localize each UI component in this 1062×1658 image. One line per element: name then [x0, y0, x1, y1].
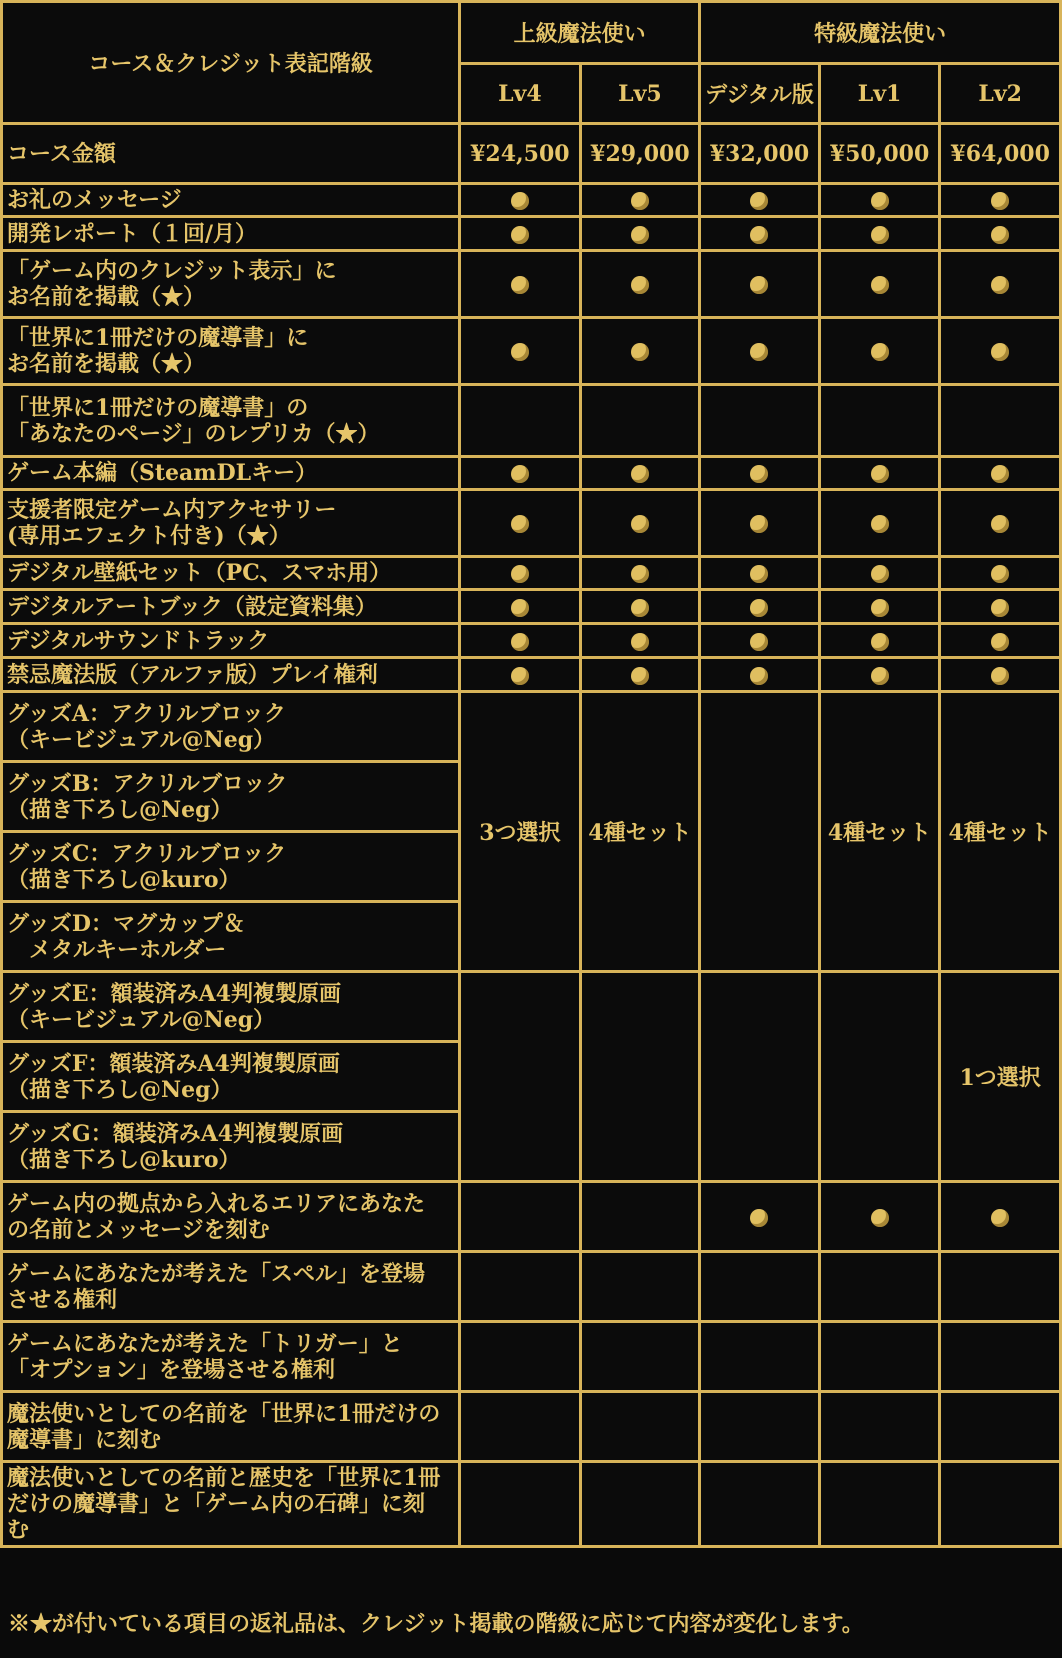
row-label: 「世界に1冊だけの魔導書」の 「あなたのページ」のレプリカ（★）: [2, 385, 460, 457]
included-mark-icon: [511, 276, 529, 294]
level-digital-header: デジタル版: [700, 64, 820, 124]
table-row: [2, 658, 1061, 692]
table-row: [2, 972, 1061, 1042]
price-row: [2, 124, 1061, 184]
table-row: [2, 1182, 1061, 1252]
row-label: 開発レポート（１回/月）: [2, 217, 460, 251]
goods-ad-digital: [700, 692, 820, 972]
included-mark-icon: [511, 343, 529, 361]
goods-eg-lv4: [460, 972, 581, 1182]
included-mark-icon: [511, 633, 529, 651]
price-lv4: ¥24,500: [460, 124, 581, 184]
goods-eg-lv1: [819, 972, 940, 1182]
included-mark-icon: [511, 515, 529, 533]
table-row: [2, 385, 1061, 457]
included-mark-icon: [991, 343, 1009, 361]
row-label: グッズA：アクリルブロック （キービジュアル@Neg）: [2, 692, 460, 762]
included-mark-icon: [750, 667, 768, 685]
table-row: [2, 1392, 1061, 1462]
included-mark-icon: [991, 1209, 1009, 1227]
included-mark-icon: [631, 343, 649, 361]
included-mark-icon: [750, 465, 768, 483]
row-label: お礼のメッセージ: [2, 184, 460, 217]
table-row: [2, 217, 1061, 251]
table-row: [2, 251, 1061, 318]
included-mark-icon: [871, 226, 889, 244]
goods-eg-digital: [700, 972, 820, 1182]
included-mark-icon: [991, 667, 1009, 685]
table-row: [2, 624, 1061, 658]
row-label: ゲームにあなたが考えた「スペル」を登場 させる権利: [2, 1252, 460, 1322]
included-mark-icon: [991, 633, 1009, 651]
included-mark-icon: [991, 465, 1009, 483]
included-mark-icon: [871, 667, 889, 685]
included-mark-icon: [750, 515, 768, 533]
row-label: 禁忌魔法版（アルファ版）プレイ権利: [2, 658, 460, 692]
row-label: グッズF：額装済みA4判複製原画 （描き下ろし@Neg）: [2, 1042, 460, 1112]
row-label: グッズG：額装済みA4判複製原画 （描き下ろし@kuro）: [2, 1112, 460, 1182]
included-mark-icon: [631, 599, 649, 617]
included-mark-icon: [871, 599, 889, 617]
row-label: 支援者限定ゲーム内アクセサリー (専用エフェクト付き)（★）: [2, 490, 460, 557]
included-mark-icon: [631, 515, 649, 533]
included-mark-icon: [871, 343, 889, 361]
included-mark-icon: [750, 226, 768, 244]
price-lv2: ¥64,000: [940, 124, 1061, 184]
advanced-wizard-header: 上級魔法使い: [460, 2, 700, 64]
price-row-label: コース金額: [2, 124, 460, 184]
included-mark-icon: [871, 565, 889, 583]
included-mark-icon: [871, 1209, 889, 1227]
included-mark-icon: [631, 276, 649, 294]
course-credit-tier-header: コース＆クレジット表記階級: [2, 2, 460, 124]
included-mark-icon: [511, 599, 529, 617]
level-lv4-header: Lv4: [460, 64, 581, 124]
row-label: 「ゲーム内のクレジット表示」に お名前を掲載（★）: [2, 251, 460, 318]
row-label: 魔法使いとしての名前を「世界に1冊だけの 魔導書」に刻む: [2, 1392, 460, 1462]
included-mark-icon: [991, 565, 1009, 583]
included-mark-icon: [511, 226, 529, 244]
included-mark-icon: [871, 192, 889, 210]
table-row: [2, 557, 1061, 590]
row-label: デジタル壁紙セット（PC、スマホ用）: [2, 557, 460, 590]
goods-eg-lv2: 1つ選択: [940, 972, 1061, 1182]
included-mark-icon: [750, 633, 768, 651]
table-row: [2, 318, 1061, 385]
goods-ad-lv2: 4種セット: [940, 692, 1061, 972]
included-mark-icon: [750, 565, 768, 583]
included-mark-icon: [750, 599, 768, 617]
row-label: グッズE：額装済みA4判複製原画 （キービジュアル@Neg）: [2, 972, 460, 1042]
included-mark-icon: [991, 599, 1009, 617]
table-row: [2, 1252, 1061, 1322]
included-mark-icon: [871, 276, 889, 294]
included-mark-icon: [991, 226, 1009, 244]
row-label: デジタルアートブック（設定資料集）: [2, 590, 460, 624]
table-row: [2, 457, 1061, 490]
row-label: グッズC：アクリルブロック （描き下ろし@kuro）: [2, 832, 460, 902]
footnote: ※★が付いている項目の返礼品は、クレジット掲載の階級に応じて内容が変化します。: [0, 1590, 1062, 1658]
included-mark-icon: [750, 192, 768, 210]
row-label: ゲーム内の拠点から入れるエリアにあなた の名前とメッセージを刻む: [2, 1182, 460, 1252]
included-mark-icon: [631, 667, 649, 685]
included-mark-icon: [631, 633, 649, 651]
included-mark-icon: [631, 226, 649, 244]
goods-ad-lv1: 4種セット: [819, 692, 940, 972]
row-label: グッズB：アクリルブロック （描き下ろし@Neg）: [2, 762, 460, 832]
included-mark-icon: [511, 667, 529, 685]
included-mark-icon: [871, 515, 889, 533]
included-mark-icon: [991, 192, 1009, 210]
table-row: [2, 1322, 1061, 1392]
included-mark-icon: [750, 343, 768, 361]
included-mark-icon: [631, 192, 649, 210]
level-lv1-header: Lv1: [819, 64, 940, 124]
special-wizard-header: 特級魔法使い: [700, 2, 1061, 64]
included-mark-icon: [511, 465, 529, 483]
goods-ad-lv5: 4種セット: [580, 692, 700, 972]
table-row: [2, 184, 1061, 217]
included-mark-icon: [991, 276, 1009, 294]
price-lv1: ¥50,000: [819, 124, 940, 184]
row-label: グッズD：マグカップ＆ メタルキーホルダー: [2, 902, 460, 972]
row-label: 魔法使いとしての名前と歴史を「世界に1冊 だけの魔導書」と「ゲーム内の石碑」に刻 む: [2, 1462, 460, 1547]
level-lv2-header: Lv2: [940, 64, 1061, 124]
included-mark-icon: [750, 1209, 768, 1227]
included-mark-icon: [511, 565, 529, 583]
included-mark-icon: [511, 192, 529, 210]
table-row: [2, 1462, 1061, 1547]
included-mark-icon: [991, 515, 1009, 533]
table-row: [2, 590, 1061, 624]
price-digital: ¥32,000: [700, 124, 820, 184]
included-mark-icon: [871, 633, 889, 651]
table-row: [2, 692, 1061, 762]
row-label: ゲーム本編（SteamDLキー）: [2, 457, 460, 490]
row-label: デジタルサウンドトラック: [2, 624, 460, 658]
included-mark-icon: [631, 565, 649, 583]
table-row: [2, 490, 1061, 557]
price-lv5: ¥29,000: [580, 124, 700, 184]
included-mark-icon: [871, 465, 889, 483]
goods-eg-lv5: [580, 972, 700, 1182]
level-lv5-header: Lv5: [580, 64, 700, 124]
row-label: 「世界に1冊だけの魔導書」に お名前を掲載（★）: [2, 318, 460, 385]
included-mark-icon: [750, 276, 768, 294]
goods-ad-lv4: 3つ選択: [460, 692, 581, 972]
included-mark-icon: [631, 465, 649, 483]
row-label: ゲームにあなたが考えた「トリガー」と 「オプション」を登場させる権利: [2, 1322, 460, 1392]
